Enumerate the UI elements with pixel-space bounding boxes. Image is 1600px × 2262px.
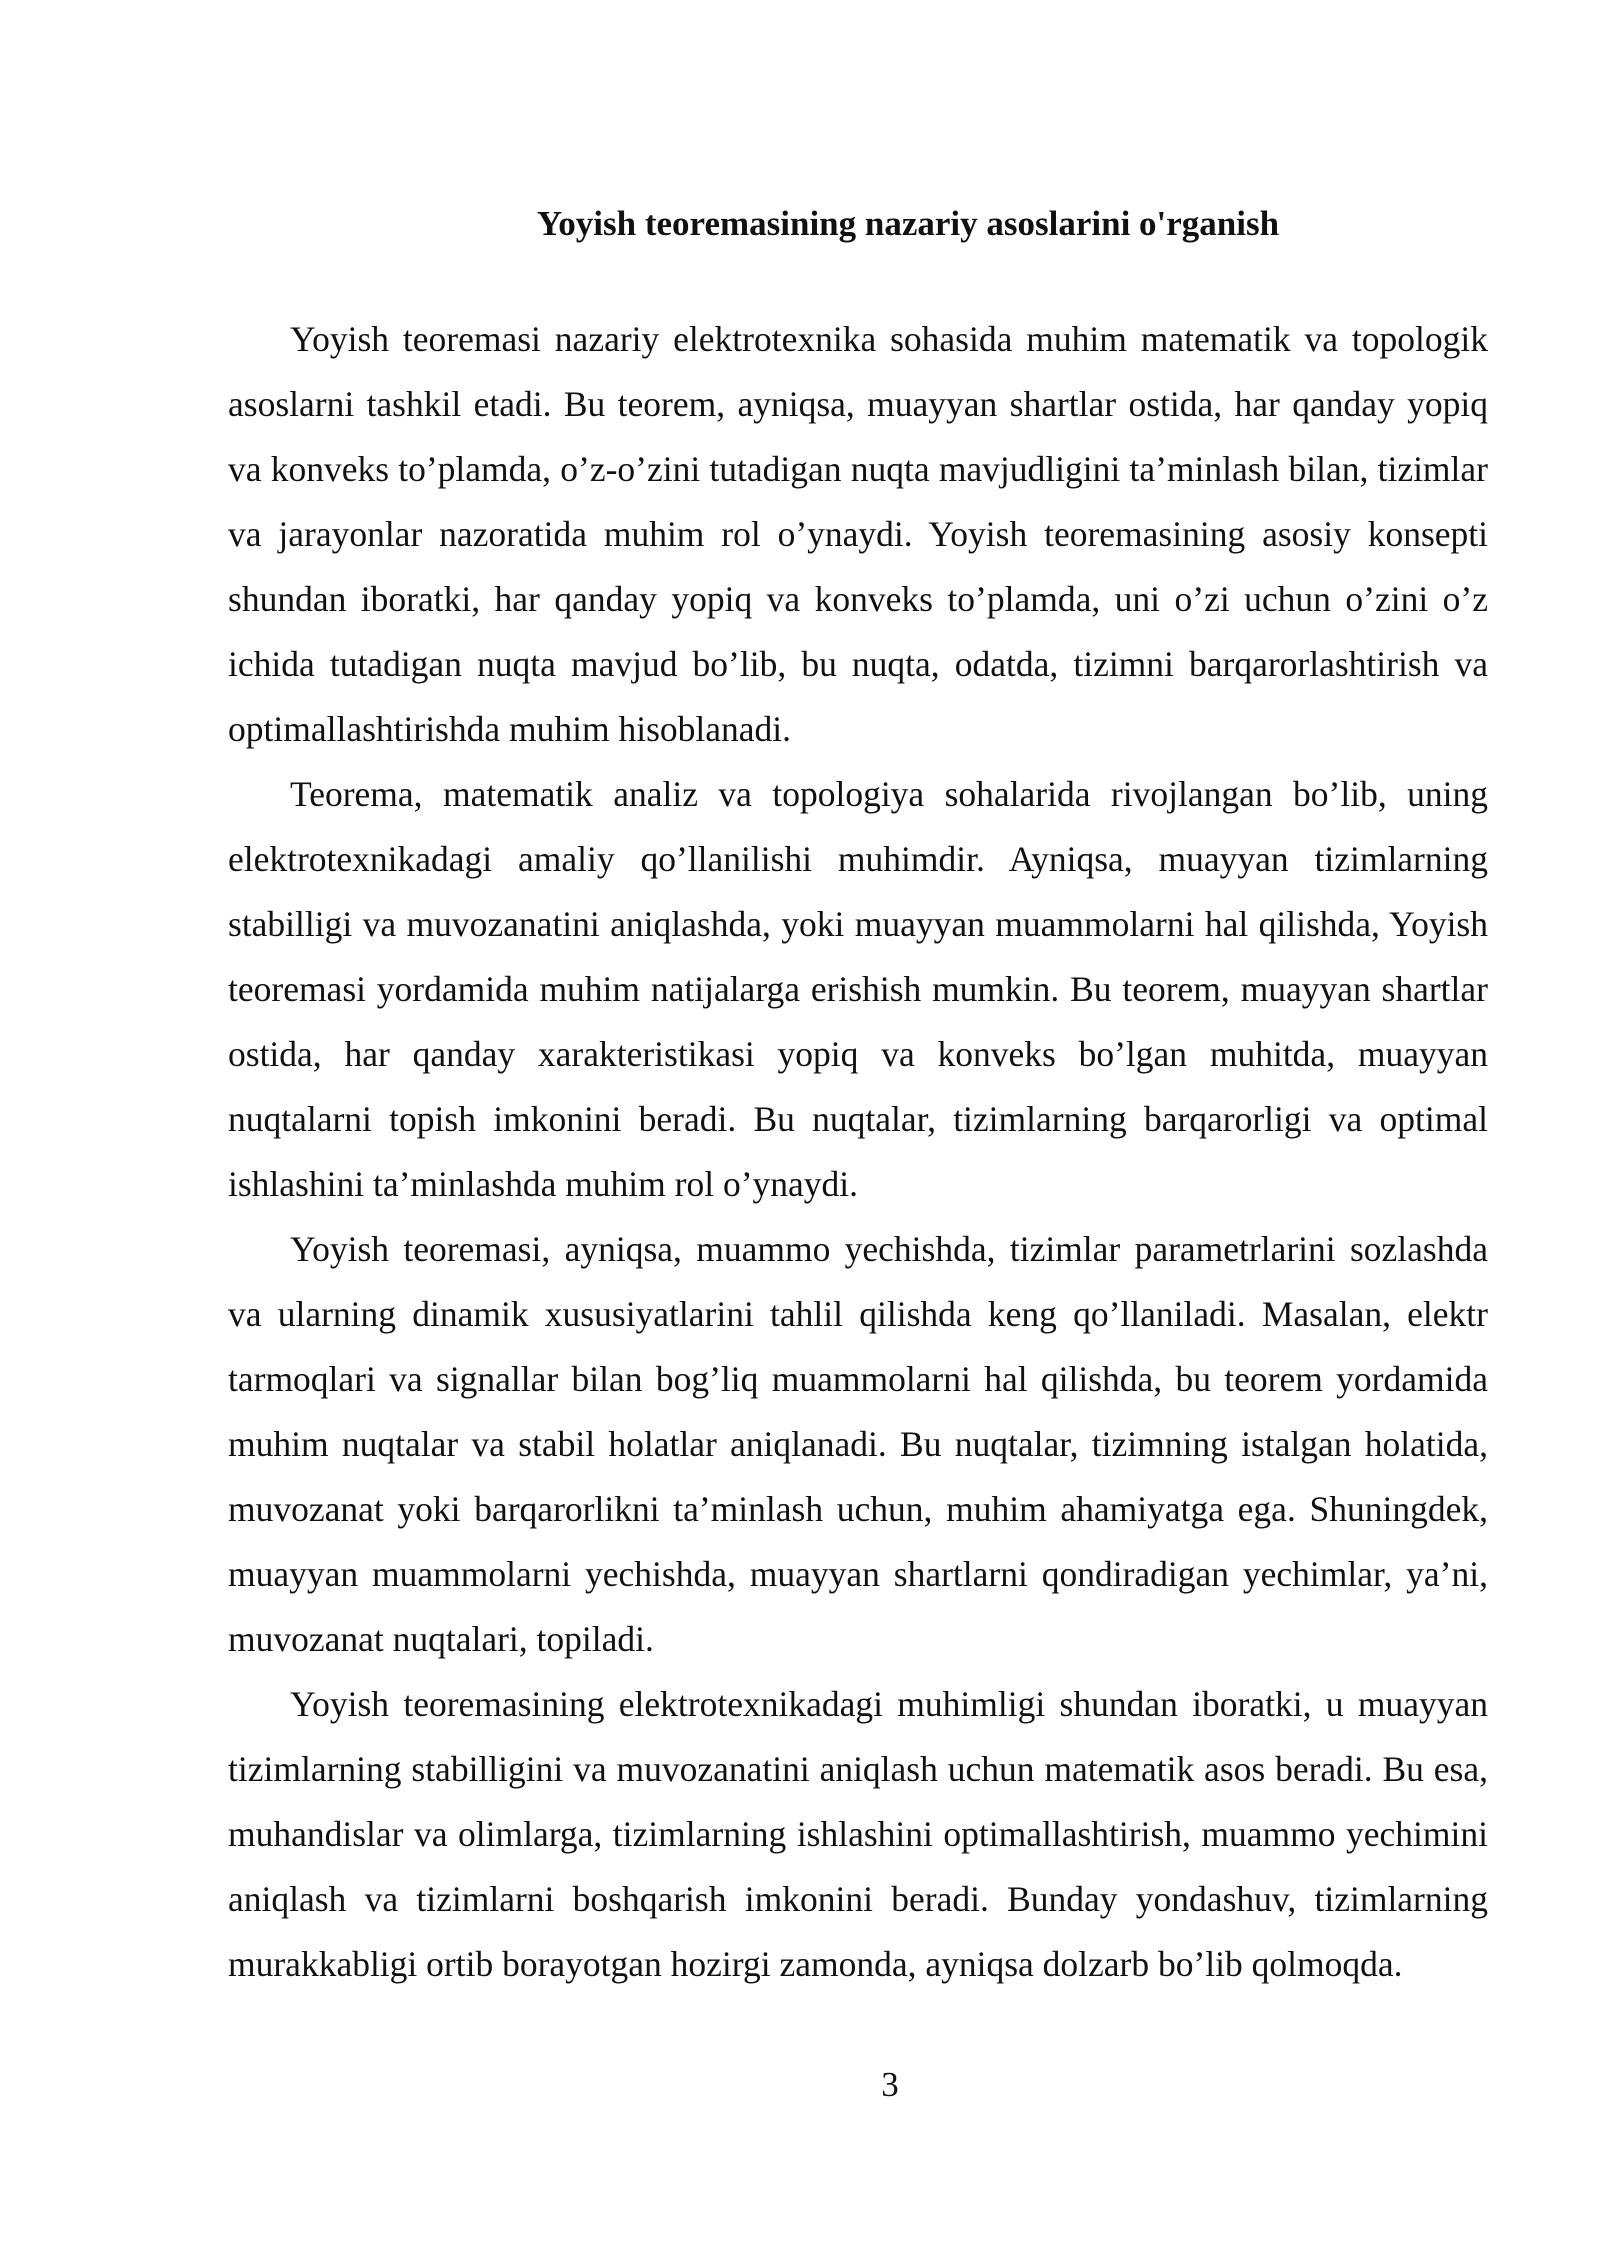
paragraph-3: Yoyish teoremasi, ayniqsa, muammo yechishda, tizimlar parametrlarini sozlashda va ularning dinamik xususiyatlarini tahlil qilishda keng qo’llaniladi. Masalan, elektr tarmoqlari va signallar bilan bog’liq muammolarni hal qilishda, bu teorem yordamida muhim nuqtalar va stabil holatlar aniqlanadi. Bu nuqtalar, tizimning istalgan holatida, muvozanat yoki barqarorlikni ta’minlash uchun, muhim ahamiyatga ega. Shuningdek, muayyan muammolarni yechishda, muayyan shartlarni qondiradigan yechimlar, ya’ni, muvozanat nuqtalari, topiladi. — [228, 1229, 1488, 1659]
document-body — [228, 307, 1488, 1997]
document-title: Yoyish teoremasining nazariy asoslarini o'rganish — [536, 204, 1280, 243]
paragraph-4: Yoyish teoremasining elektrotexnikadagi muhimligi shundan iboratki, u muayyan tizimlarning stabilligini va muvozanatini aniqlash uchun matematik asos beradi. Bu esa, muhandislar va olimlarga, tizimlarning ishlashini optimallashtirish, muammo yechimini aniqlash va tizimlarni boshqarish imkonini beradi. Bunday yondashuv, tizimlarning murakkabligi ortib borayotgan hozirgi zamonda, ayniqsa dolzarb bo’lib qolmoqda. — [228, 1684, 1488, 1984]
paragraph-2: Teorema, matematik analiz va topologiya sohalarida rivojlangan bo’lib, uning elektrotexnikadagi amaliy qo’llanilishi muhimdir. Ayniqsa, muayyan tizimlarning stabilligi va muvozanatini aniqlashda, yoki muayyan muammolarni hal qilishda, Yoyish teoremasi yordamida muhim natijalarga erishish mumkin. Bu teorem, muayyan shartlar ostida, har qanday xarakteristikasi yopiq va konveks bo’lgan muhitda, muayyan nuqtalarni topish imkonini beradi. Bu nuqtalar, tizimlarning barqarorligi va optimal ishlashini ta’minlashda muhim rol o’ynaydi. — [228, 774, 1488, 1204]
title-container — [228, 196, 1488, 252]
paragraph-1: Yoyish teoremasi nazariy elektrotexnika sohasida muhim matematik va topologik asoslarni tashkil etadi. Bu teorem, ayniqsa, muayyan shartlar ostida, har qanday yopiq va konveks to’plamda, o’z-o’zini tutadigan nuqta mavjudligini ta’minlash bilan, tizimlar va jarayonlar nazoratida muhim rol o’ynaydi. Yoyish teoremasining asosiy konsepti shundan iboratki, har qanday yopiq va konveks to’plamda, uni o’zi uchun o’zini o’z ichida tutadigan nuqta mavjud bo’lib, bu nuqta, odatda, tizimni barqarorlashtirish va optimallashtirishda muhim hisoblanadi. — [228, 319, 1488, 749]
page-number: 3 — [881, 2065, 899, 2104]
